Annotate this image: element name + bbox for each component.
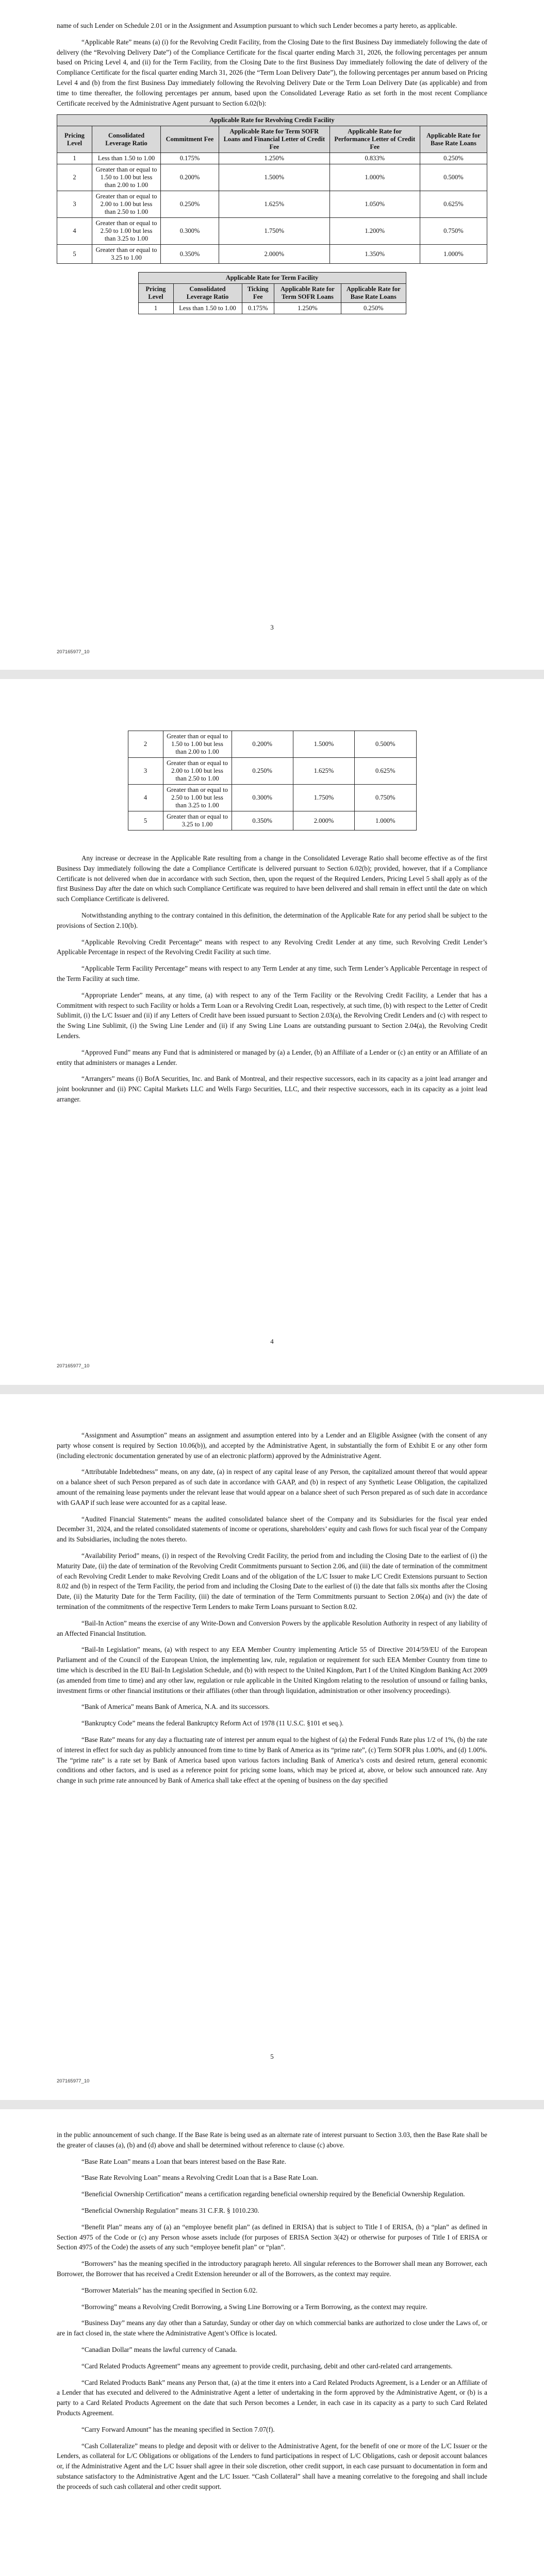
page-number: 3	[270, 623, 274, 631]
table-cell: 1.500%	[293, 731, 354, 758]
table-cell: 0.200%	[232, 731, 293, 758]
paragraph: “Borrower Materials” has the meaning specified in Section 6.02.	[81, 2286, 258, 2294]
table-cell: 0.250%	[420, 153, 487, 164]
paragraph: “Business Day” means any day other than a Saturday, Sunday or other day on which commercial banks are authorized to close under the Laws of, or are in fact closed in, the state where the Administrative Agent’s Office is located.	[57, 2319, 487, 2337]
table-row	[138, 303, 406, 314]
table-cell: 1.200%	[329, 218, 420, 245]
table-cell: Greater than or equal to 2.00 to 1.00 but less than 2.50 to 1.00	[92, 191, 161, 218]
column-header: Applicable Rate for Term SOFR Loans	[274, 284, 341, 303]
paragraph: “Canadian Dollar” means the lawful currency of Canada.	[81, 2345, 237, 2353]
paragraph: in the public announcement of such change. If the Base Rate is being used as an alternate rate of interest pursuant to Section 3.03, then the Base Rate shall be the greater of clauses (a), (b) and (d) above and shall be determined without reference to clause (c) above.	[57, 2131, 487, 2149]
table-row	[57, 153, 487, 164]
table-cell: Greater than or equal to 1.50 to 1.00 but less than 2.00 to 1.00	[92, 164, 161, 191]
document-id: 207165977_10	[57, 1363, 90, 1369]
term-rate-table	[138, 272, 406, 314]
table-cell: 0.200%	[161, 164, 219, 191]
paragraph: “Availability Period” means, (i) in respect of the Revolving Credit Facility, the period from and including the Closing Date to the earliest of (i) the Maturity Date, (ii) the date of termination of the Revolving Credit Commitments pursuant to Section 2.06, and (iii) the date of termination of the commitment of each Revolving Credit Lender to make Revolving Credit Loans and of the obligation of the L/C Issuer to make L/C Credit Extensions pursuant to Section 8.02 and (b) in respect of the Term Facility, the period from and including the Closing Date to the earliest of (i) the date that falls six months after the Closing Date, (ii) the Maturity Date for the Term Facility, (iii) the date of termination of the Term Commitments pursuant to Section 2.06(a) and (iv) the date of termination of the commitments of the respective Term Lenders to make Term Loans pursuant to Section 8.02.	[57, 1551, 487, 1611]
table-cell: 2	[128, 731, 163, 758]
table-cell: 0.175%	[242, 303, 274, 314]
table-cell: 1.000%	[329, 164, 420, 191]
column-header: Consolidated Leverage Ratio	[92, 126, 161, 153]
table-cell: Greater than or equal to 2.50 to 1.00 but less than 3.25 to 1.00	[163, 785, 232, 811]
table-cell: 1.750%	[293, 785, 354, 811]
table-cell: 1.250%	[219, 153, 330, 164]
paragraph: “Beneficial Ownership Certification” means a certification regarding beneficial ownership required by the Beneficial Ownership Regulation.	[81, 2190, 465, 2198]
table-cell: Greater than or equal to 1.50 to 1.00 but less than 2.00 to 1.00	[163, 731, 232, 758]
table-row	[57, 191, 487, 218]
table-cell: 2.000%	[293, 811, 354, 831]
table-cell: 4	[128, 785, 163, 811]
table-cell: 1.625%	[219, 191, 330, 218]
paragraph: “Carry Forward Amount” has the meaning specified in Section 7.07(f).	[81, 2425, 275, 2433]
table-cell: 1.750%	[219, 218, 330, 245]
table-row	[128, 811, 416, 831]
table-cell: 0.500%	[420, 164, 487, 191]
term-rate-table-continued	[128, 731, 417, 831]
table-row	[128, 758, 416, 785]
column-header: Applicable Rate for Base Rate Loans	[420, 126, 487, 153]
table-cell: 1.500%	[219, 164, 330, 191]
paragraph: “Bank of America” means Bank of America, N.A. and its successors.	[81, 1703, 270, 1711]
paragraph: “Audited Financial Statements” means the audited consolidated balance sheet of the Company and its Subsidiaries for the fiscal year ended December 31, 2024, and the related consolidated statements of income or operations, shareholders’ equity and cash flows for such fiscal year of the Company and its Subsidiaries, including the notes thereto.	[57, 1515, 487, 1544]
table-cell: 2	[57, 164, 92, 191]
table-title: Applicable Rate for Term Facility	[138, 273, 406, 284]
table-cell: 0.750%	[420, 218, 487, 245]
table-row	[57, 218, 487, 245]
page-number: 5	[270, 2053, 274, 2060]
column-header: Consolidated Leverage Ratio	[173, 284, 242, 303]
table-row	[57, 164, 487, 191]
paragraph: “Card Related Products Agreement” means any agreement to provide credit, purchasing, debit and other card-related card arrangements.	[81, 2362, 453, 2370]
paragraph: “Base Rate Revolving Loan” means a Revolving Credit Loan that is a Base Rate Loan.	[81, 2174, 318, 2182]
paragraph: “Attributable Indebtedness” means, on any date, (a) in respect of any capital lease of any Person, the capitalized amount thereof that would appear on a balance sheet of such Person prepared as of such date in accordance with GAAP, and (b) in respect of any Synthetic Lease Obligation, the capitalized amount of the remaining lease payments under the relevant lease that would appear on a balance sheet of such Person prepared as of such date in accordance with GAAP if such lease were accounted for as a capital lease.	[57, 1468, 487, 1506]
table-cell: 0.750%	[355, 785, 416, 811]
document-page-2	[0, 679, 544, 1385]
table-cell: 1.625%	[293, 758, 354, 785]
column-header: Applicable Rate for Performance Letter of Credit Fee	[329, 126, 420, 153]
column-header: Ticking Fee	[242, 284, 274, 303]
table-cell: 0.175%	[161, 153, 219, 164]
column-header: Applicable Rate for Term SOFR Loans and Financial Letter of Credit Fee	[219, 126, 330, 153]
document-page-1	[0, 0, 544, 670]
paragraph-applicable-rate: “Applicable Rate” means (a) (i) for the Revolving Credit Facility, from the Closing Date to the first Business Day immediately following the date of delivery (the “Revolving Delivery Date”) of the Compliance Certificate for the fiscal quarter ending March 31, 2026, the following percentages per annum based on Pricing Level 4, and (ii) for the Term Facility, from the Closing Date to the first Business Day immediately following the date of delivery of the Compliance Certificate for the fiscal quarter ending March 31, 2026 (the “Term Loan Delivery Date”), the following percentages per annum based on Pricing Level 4 and (b) from the first Business Day immediately following the Revolving Delivery Date or the Term Loan Delivery Date (as applicable) and from time to time thereafter, the following percentages per annum, based upon the Consolidated Leverage Ratio as set forth in the most recent Compliance Certificate received by the Administrative Agent pursuant to Section 6.02(b):	[57, 38, 487, 107]
paragraph: “Bail-In Action” means the exercise of any Write-Down and Conversion Powers by the applicable Resolution Authority in respect of any liability of an Affected Financial Institution.	[57, 1619, 487, 1637]
document-id: 207165977_10	[57, 649, 90, 655]
table-cell: 1.000%	[355, 811, 416, 831]
table-cell: 1.000%	[420, 245, 487, 264]
table-cell: 0.300%	[161, 218, 219, 245]
revolving-rate-table	[57, 114, 487, 264]
paragraph: “Bankruptcy Code” means the federal Bankruptcy Reform Act of 1978 (11 U.S.C. §101 et seq.).	[81, 1719, 344, 1727]
table-cell: 0.833%	[329, 153, 420, 164]
table-cell: 0.350%	[232, 811, 293, 831]
table-cell: 3	[57, 191, 92, 218]
paragraph: Notwithstanding anything to the contrary contained in this definition, the determination of the Applicable Rate for any period shall be subject to the provisions of Section 2.10(b).	[57, 911, 487, 929]
table-cell: Greater than or equal to 3.25 to 1.00	[92, 245, 161, 264]
table-cell: 1.350%	[329, 245, 420, 264]
table-row	[57, 245, 487, 264]
table-cell: Greater than or equal to 2.50 to 1.00 but less than 3.25 to 1.00	[92, 218, 161, 245]
paragraph: “Base Rate Loan” means a Loan that bears interest based on the Base Rate.	[81, 2157, 286, 2165]
table-cell: 3	[128, 758, 163, 785]
table-cell: 0.250%	[341, 303, 406, 314]
paragraph: “Assignment and Assumption” means an assignment and assumption entered into by a Lender and an Eligible Assignee (with the consent of any party whose consent is required by Section 10.06(b)), and accepted by the Administrative Agent, in substantially the form of Exhibit E or any other form (including electronic documentation generated by use of an electronic platform) approved by the Administrative Agent.	[57, 1431, 487, 1460]
table-title: Applicable Rate for Revolving Credit Facility	[57, 115, 487, 126]
table-cell: Less than 1.50 to 1.00	[173, 303, 242, 314]
table-cell: 1	[138, 303, 173, 314]
paragraph: “Applicable Revolving Credit Percentage” means with respect to any Revolving Credit Lender at any time, such Revolving Credit Lender’s Applicable Percentage in respect of the Revolving Credit Facility at such time.	[57, 938, 487, 956]
document-page-3	[0, 1394, 544, 2100]
table-cell: 0.500%	[355, 731, 416, 758]
paragraph: “Base Rate” means for any day a fluctuating rate of interest per annum equal to the highest of (a) the Federal Funds Rate plus 1/2 of 1%, (b) the rate of interest in effect for such day as publicly announced from time to time by Bank of America as its “prime rate”, (c) Term SOFR plus 1.00%, and (d) 1.00%. The “prime rate” is a rate set by Bank of America based upon various factors including Bank of America’s costs and desired return, general economic conditions and other factors, and is used as a reference point for pricing some loans, which may be priced at, above, or below such announced rate. Any change in such prime rate announced by Bank of America shall take effect at the opening of business on the day specified	[57, 1735, 487, 1785]
table-cell: Greater than or equal to 2.00 to 1.00 but less than 2.50 to 1.00	[163, 758, 232, 785]
paragraph: name of such Lender on Schedule 2.01 or in the Assignment and Assumption pursuant to which such Lender becomes a party hereto, as applicable.	[57, 22, 457, 29]
table-cell: 2.000%	[219, 245, 330, 264]
column-header: Commitment Fee	[161, 126, 219, 153]
table-row	[128, 785, 416, 811]
paragraph: “Applicable Term Facility Percentage” means with respect to any Term Lender at any time, such Term Lender’s Applicable Percentage in respect of the Term Facility at such time.	[57, 964, 487, 982]
table-cell: 0.625%	[355, 758, 416, 785]
table-cell: 0.250%	[161, 191, 219, 218]
table-cell: 5	[128, 811, 163, 831]
page-number: 4	[270, 1337, 274, 1345]
document-page-4	[0, 2109, 544, 2576]
table-row	[128, 731, 416, 758]
column-header: Pricing Level	[138, 284, 173, 303]
paragraph: Any increase or decrease in the Applicable Rate resulting from a change in the Consolidated Leverage Ratio shall become effective as of the first Business Day immediately following the date a Compliance Certificate is delivered pursuant to Section 6.02(b); provided, however, that if a Compliance Certificate is not delivered when due in accordance with such Section, then, upon the request of the Required Lenders, Pricing Level 5 shall apply as of the first Business Day after the date on which such Compliance Certificate was required to have been delivered and shall remain in effect until the date on which such Compliance Certificate is delivered.	[57, 854, 487, 903]
table-cell: 0.300%	[232, 785, 293, 811]
paragraph: “Card Related Products Bank” means any Person that, (a) at the time it enters into a Card Related Products Agreement, is a Lender or an Affiliate of a Lender that has executed and delivered to the Administrative Agent a letter of undertaking in the form approved by the Administrative Agent, or (b) is a party to a Card Related Products Agreement on the date that such Person becomes a Lender, in each case in its capacity as a party to such Card Related Products Agreement.	[57, 2378, 487, 2417]
paragraph: “Borrowing” means a Revolving Credit Borrowing, a Swing Line Borrowing or a Term Borrowing, as the context may require.	[81, 2302, 427, 2311]
paragraph: “Borrowers” has the meaning specified in the introductory paragraph hereto. All singular references to the Borrower shall mean any Borrower, each Borrower, the Borrower that has received a Credit Extension hereunder or all of the Borrowers, as the context may require.	[57, 2260, 487, 2278]
table-cell: Less than 1.50 to 1.00	[92, 153, 161, 164]
table-cell: 5	[57, 245, 92, 264]
column-header: Pricing Level	[57, 126, 92, 153]
paragraph: “Approved Fund” means any Fund that is administered or managed by (a) a Lender, (b) an Affiliate of a Lender or (c) an entity or an Affiliate of an entity that administers or manages a Lender.	[57, 1048, 487, 1066]
paragraph: “Appropriate Lender” means, at any time, (a) with respect to any of the Term Facility or the Revolving Credit Facility, a Lender that has a Commitment with respect to such Facility or holds a Term Loan or a Revolving Credit Loan, respectively, at such time, (b) with respect to the Letter of Credit Sublimit, (i) the L/C Issuer and (ii) if any Letters of Credit have been issued pursuant to Section 2.03(a), the Revolving Credit Lenders and (c) with respect to the Swing Line Sublimit, (i) the Swing Line Lender and (ii) if any Swing Line Loans are outstanding pursuant to Section 2.04(a), the Revolving Credit Lenders.	[57, 991, 487, 1040]
table-cell: 1	[57, 153, 92, 164]
table-cell: 1.050%	[329, 191, 420, 218]
table-cell: 4	[57, 218, 92, 245]
paragraph: “Arrangers” means (i) BofA Securities, Inc. and Bank of Montreal, and their respective successors, each in its capacity as a joint lead arranger and joint bookrunner and (ii) PNC Capital Markets LLC and Wells Fargo Securities, LLC, and their respective successors, each in its capacity as a joint lead arranger.	[57, 1075, 487, 1103]
table-cell: Greater than or equal to 3.25 to 1.00	[163, 811, 232, 831]
table-cell: 1.250%	[274, 303, 341, 314]
table-cell: 0.350%	[161, 245, 219, 264]
paragraph: “Benefit Plan” means any of (a) an “employee benefit plan” (as defined in ERISA) that is subject to Title I of ERISA, (b) a “plan” as defined in Section 4975 of the Code or (c) any Person whose assets include (for purposes of ERISA Section 3(42) or otherwise for purposes of Title I of ERISA or Section 4975 of the Code) the assets of any such “employee benefit plan” or “plan”.	[57, 2223, 487, 2251]
column-header: Applicable Rate for Base Rate Loans	[341, 284, 406, 303]
paragraph: “Cash Collateralize” means to pledge and deposit with or deliver to the Administrative Agent, for the benefit of one or more of the L/C Issuer or the Lenders, as collateral for L/C Obligations or obligations of the Lenders to fund participations in respect of L/C Obligations, cash or deposit account balances or, if the Administrative Agent and the L/C Issuer shall agree in their sole discretion, other credit support, in each case pursuant to documentation in form and substance satisfactory to the Administrative Agent and the L/C Issuer. “Cash Collateral” shall have a meaning correlative to the foregoing and shall include the proceeds of such cash collateral and other credit support.	[57, 2442, 487, 2490]
table-cell: 0.250%	[232, 758, 293, 785]
paragraph: “Bail-In Legislation” means, (a) with respect to any EEA Member Country implementing Article 55 of Directive 2014/59/EU of the European Parliament and of the Council of the European Union, the implementing law, rule, regulation or requirement for such EEA Member Country from time to time which is described in the EU Bail-In Legislation Schedule, and (b) with respect to the United Kingdom, Part I of the United Kingdom Banking Act 2009 (as amended from time to time) and any other law, regulation or rule applicable in the United Kingdom relating to the resolution of unsound or failing banks, investment firms or other financial institutions or their affiliates (other than through liquidation, administration or other insolvency proceedings).	[57, 1646, 487, 1694]
table-cell: 0.625%	[420, 191, 487, 218]
document-id: 207165977_10	[57, 2078, 90, 2084]
paragraph: “Beneficial Ownership Regulation” means 31 C.F.R. § 1010.230.	[81, 2206, 259, 2214]
